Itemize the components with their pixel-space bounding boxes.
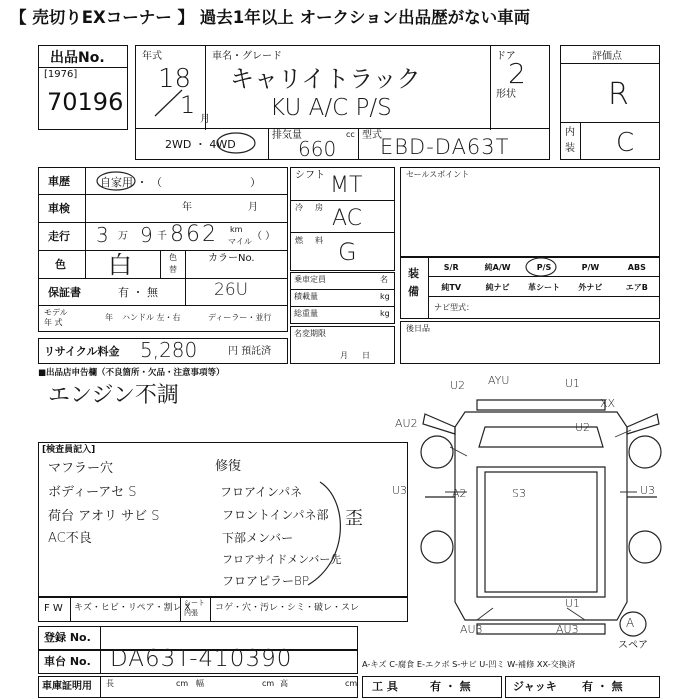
inspector-right-5: フロアピラーBP — [222, 574, 310, 588]
sales-point-box — [400, 167, 660, 257]
month-unit: 月 — [200, 114, 210, 125]
inspector-right-2: フロントインパネ部 — [222, 508, 329, 522]
color-value: 白 — [108, 251, 132, 279]
year-value: 18 — [158, 64, 192, 94]
history-close: ） — [250, 176, 261, 189]
registration-label: 登録 No. — [44, 631, 91, 644]
color-change-2: 替 — [169, 265, 177, 274]
cert-h: 高 — [280, 679, 288, 688]
gross-label: 総重量 — [294, 309, 318, 318]
inspector-left-3: AC不良 — [48, 531, 92, 546]
inspector-right-3: 下部メンバー — [222, 531, 294, 545]
color-code-label: カラーNo. — [208, 253, 255, 264]
cert-cm-3: cm — [345, 679, 358, 688]
type-label: 型式 — [362, 130, 382, 141]
lot-label: 出品No. — [50, 50, 105, 66]
model-type-label-1: モデル — [44, 308, 68, 317]
mileage-v2: 9 — [140, 223, 153, 247]
mark-ayu: AYU — [488, 374, 510, 387]
recycle-value: 5,280 — [140, 338, 198, 362]
mark-u2-top: U2 — [450, 379, 466, 392]
year-label: 年式 — [142, 51, 162, 62]
aircon-value: AC — [332, 206, 363, 231]
model-grade: KU A/C P/S — [270, 95, 392, 121]
mark-u1-bottom: U1 — [565, 597, 581, 610]
legend-text: A-キズ C-腐食 E-エクボ S-サビ U-凹ミ W-補修 XX-交換済 — [362, 659, 576, 669]
recycle-label: リサイクル料金 — [44, 345, 120, 358]
mileage-paren: （ ） — [252, 231, 276, 242]
inspection-label: 車検 — [48, 202, 70, 215]
fw-items: コゲ・穴・汚レ・シミ・破レ・スレ — [215, 603, 360, 613]
mark-au2: AU2 — [395, 417, 418, 430]
cert-cm-2: cm — [262, 679, 275, 688]
equipment-row2-4: エアB — [625, 283, 648, 292]
vehicle-diagram — [405, 372, 675, 657]
model-type-dealer: ディーラー・並行 — [208, 313, 272, 322]
color-label: 色 — [55, 258, 66, 271]
drive-label: 2WD ・ 4WD — [165, 138, 236, 151]
cert-l: 長 — [106, 679, 114, 688]
fw-label: F W — [44, 603, 63, 614]
mark-s3: S3 — [512, 487, 526, 500]
equipment-row2-0: 純TV — [441, 283, 462, 292]
fuel-label-1: 燃 — [295, 236, 303, 245]
seller-note-text: エンジン不調 — [48, 383, 179, 408]
capacity-unit: 名 — [380, 275, 388, 284]
inspector-right-4: フロアサイドメンバー先 — [222, 553, 342, 566]
banner-title: 【 売切りEXコーナー 】 過去1年以上 オークション出品歴がない車両 — [10, 8, 531, 27]
model-name: キャリイトラック — [230, 65, 421, 93]
lot-number: 70196 — [47, 88, 124, 116]
cert-cm-1: cm — [176, 679, 189, 688]
mark-au3-bl: AU3 — [460, 623, 483, 636]
name-change-unit: 月日 — [340, 351, 384, 360]
inspector-left-1: ボディーアセ S — [48, 485, 137, 500]
interior-label-1: 内 — [565, 127, 575, 138]
navi-label: ナビ型式： — [434, 303, 474, 312]
fuel-value: G — [338, 238, 357, 266]
score-value: R — [608, 77, 629, 112]
inspector-side-mark: 歪 — [345, 508, 363, 529]
mileage-u1: 万 — [118, 231, 128, 242]
inspection-year: 年 — [182, 202, 192, 213]
mark-u3-right: U3 — [640, 484, 656, 497]
inspector-label: [検査員記入] — [42, 445, 96, 455]
recycle-unit: 円 預託済 — [228, 346, 272, 357]
cert-w: 幅 — [196, 679, 204, 688]
equipment-row2-1: 純ナビ — [485, 283, 510, 292]
mark-au3-br: AU3 — [556, 623, 579, 636]
tools-label: 工 具 — [372, 680, 398, 693]
jack-label: ジャッキ — [513, 680, 557, 693]
aircon-label-2: 房 — [315, 203, 323, 212]
seller-note-label: ■出品店申告欄（不良箇所・欠品・注意事項等） — [38, 368, 225, 378]
fw-sheet-2: 内張 — [184, 609, 198, 617]
inspector-left-0: マフラー穴 — [48, 461, 114, 476]
mark-u1: U1 — [565, 377, 581, 390]
equipment-row1-2: P/S — [536, 263, 552, 272]
post-install-box — [400, 321, 660, 364]
spare-label: スペア — [618, 640, 648, 651]
tools-options: 有 ・ 無 — [430, 680, 471, 693]
fw-text: キズ・ヒビ・リペア・割レ X — [74, 603, 191, 613]
fw-sheet-1: シート — [184, 599, 205, 607]
mileage-mile: マイル — [228, 237, 252, 246]
mileage-u2: 千 — [157, 231, 167, 242]
mileage-v1: 3 — [96, 223, 109, 247]
equipment-label-2: 備 — [408, 285, 419, 298]
model-label: 車名・グレード — [212, 51, 282, 62]
equipment-row1-1: 純A/W — [484, 263, 511, 272]
mark-u2-right: U2 — [575, 421, 591, 434]
mileage-label: 走行 — [48, 230, 70, 243]
post-install-label: 後日品 — [406, 324, 430, 333]
equipment-row1-0: S/R — [443, 263, 459, 272]
shift-value: MT — [330, 173, 363, 198]
equipment-row2-3: 外ナビ — [578, 283, 603, 292]
jack-options: 有 ・ 無 — [582, 680, 623, 693]
warranty-label: 保証書 — [48, 286, 81, 299]
inspector-left-2: 荷台 アオリ サビ S — [48, 509, 160, 524]
model-type-label-2: 年 式 — [44, 318, 63, 327]
equipment-row1-3: P/W — [581, 263, 600, 272]
mileage-km: km — [230, 225, 243, 234]
interior-value: C — [616, 128, 635, 158]
doors-value: 2 — [508, 57, 526, 90]
chassis-label: 車台 No. — [44, 655, 91, 668]
gross-unit: kg — [380, 309, 390, 318]
cert-label: 車庫証明用 — [42, 681, 92, 692]
history-label: 車歴 — [48, 175, 70, 188]
sales-point-label: セールスポイント — [406, 170, 470, 179]
inspector-right-1: フロアインパネ — [220, 485, 303, 499]
inspector-right-0: 修復 — [215, 459, 242, 474]
capacity-label: 乗車定員 — [294, 275, 326, 284]
type-value: EBD-DA63T — [380, 135, 510, 159]
spare-mark: A — [626, 616, 635, 630]
displacement-label: 排気量 — [272, 130, 302, 141]
shape-label: 形状 — [496, 89, 516, 100]
displacement-value: 660 — [298, 137, 337, 161]
load-label: 積載量 — [294, 292, 318, 301]
model-type-handle: ハンドル 左・右 — [122, 313, 181, 322]
history-options: 自家用 ・ （ — [100, 176, 162, 189]
fuel-label-2: 料 — [315, 236, 323, 245]
shift-label: シフト — [295, 170, 325, 181]
score-label: 評価点 — [592, 51, 622, 62]
displacement-unit: cc — [346, 130, 355, 139]
model-type-year: 年 — [105, 313, 113, 322]
color-change-1: 色 — [169, 253, 177, 262]
mark-xx: XX — [600, 397, 616, 410]
color-code-value: 26U — [214, 280, 249, 300]
chassis-value: DA63T-410390 — [110, 646, 293, 672]
mark-u3-left: U3 — [392, 484, 408, 497]
equipment-label-1: 装 — [408, 267, 419, 280]
drive-circle — [215, 131, 257, 155]
lot-code: [1976] — [44, 69, 78, 80]
warranty-options: 有 ・ 無 — [118, 286, 158, 299]
interior-label-2: 装 — [565, 143, 575, 154]
mark-a2: A2 — [452, 487, 467, 500]
equipment-row2-2: 革シート — [528, 283, 561, 292]
load-unit: kg — [380, 292, 390, 301]
month-value: 1 — [180, 91, 196, 119]
inspection-month: 月 — [248, 202, 258, 213]
doors-label: ドア — [496, 51, 516, 62]
mileage-v3: 862 — [170, 222, 218, 247]
aircon-label-1: 冷 — [295, 203, 303, 212]
equipment-row1-4: ABS — [627, 263, 646, 272]
name-change-label: 名変期限 — [294, 329, 326, 338]
